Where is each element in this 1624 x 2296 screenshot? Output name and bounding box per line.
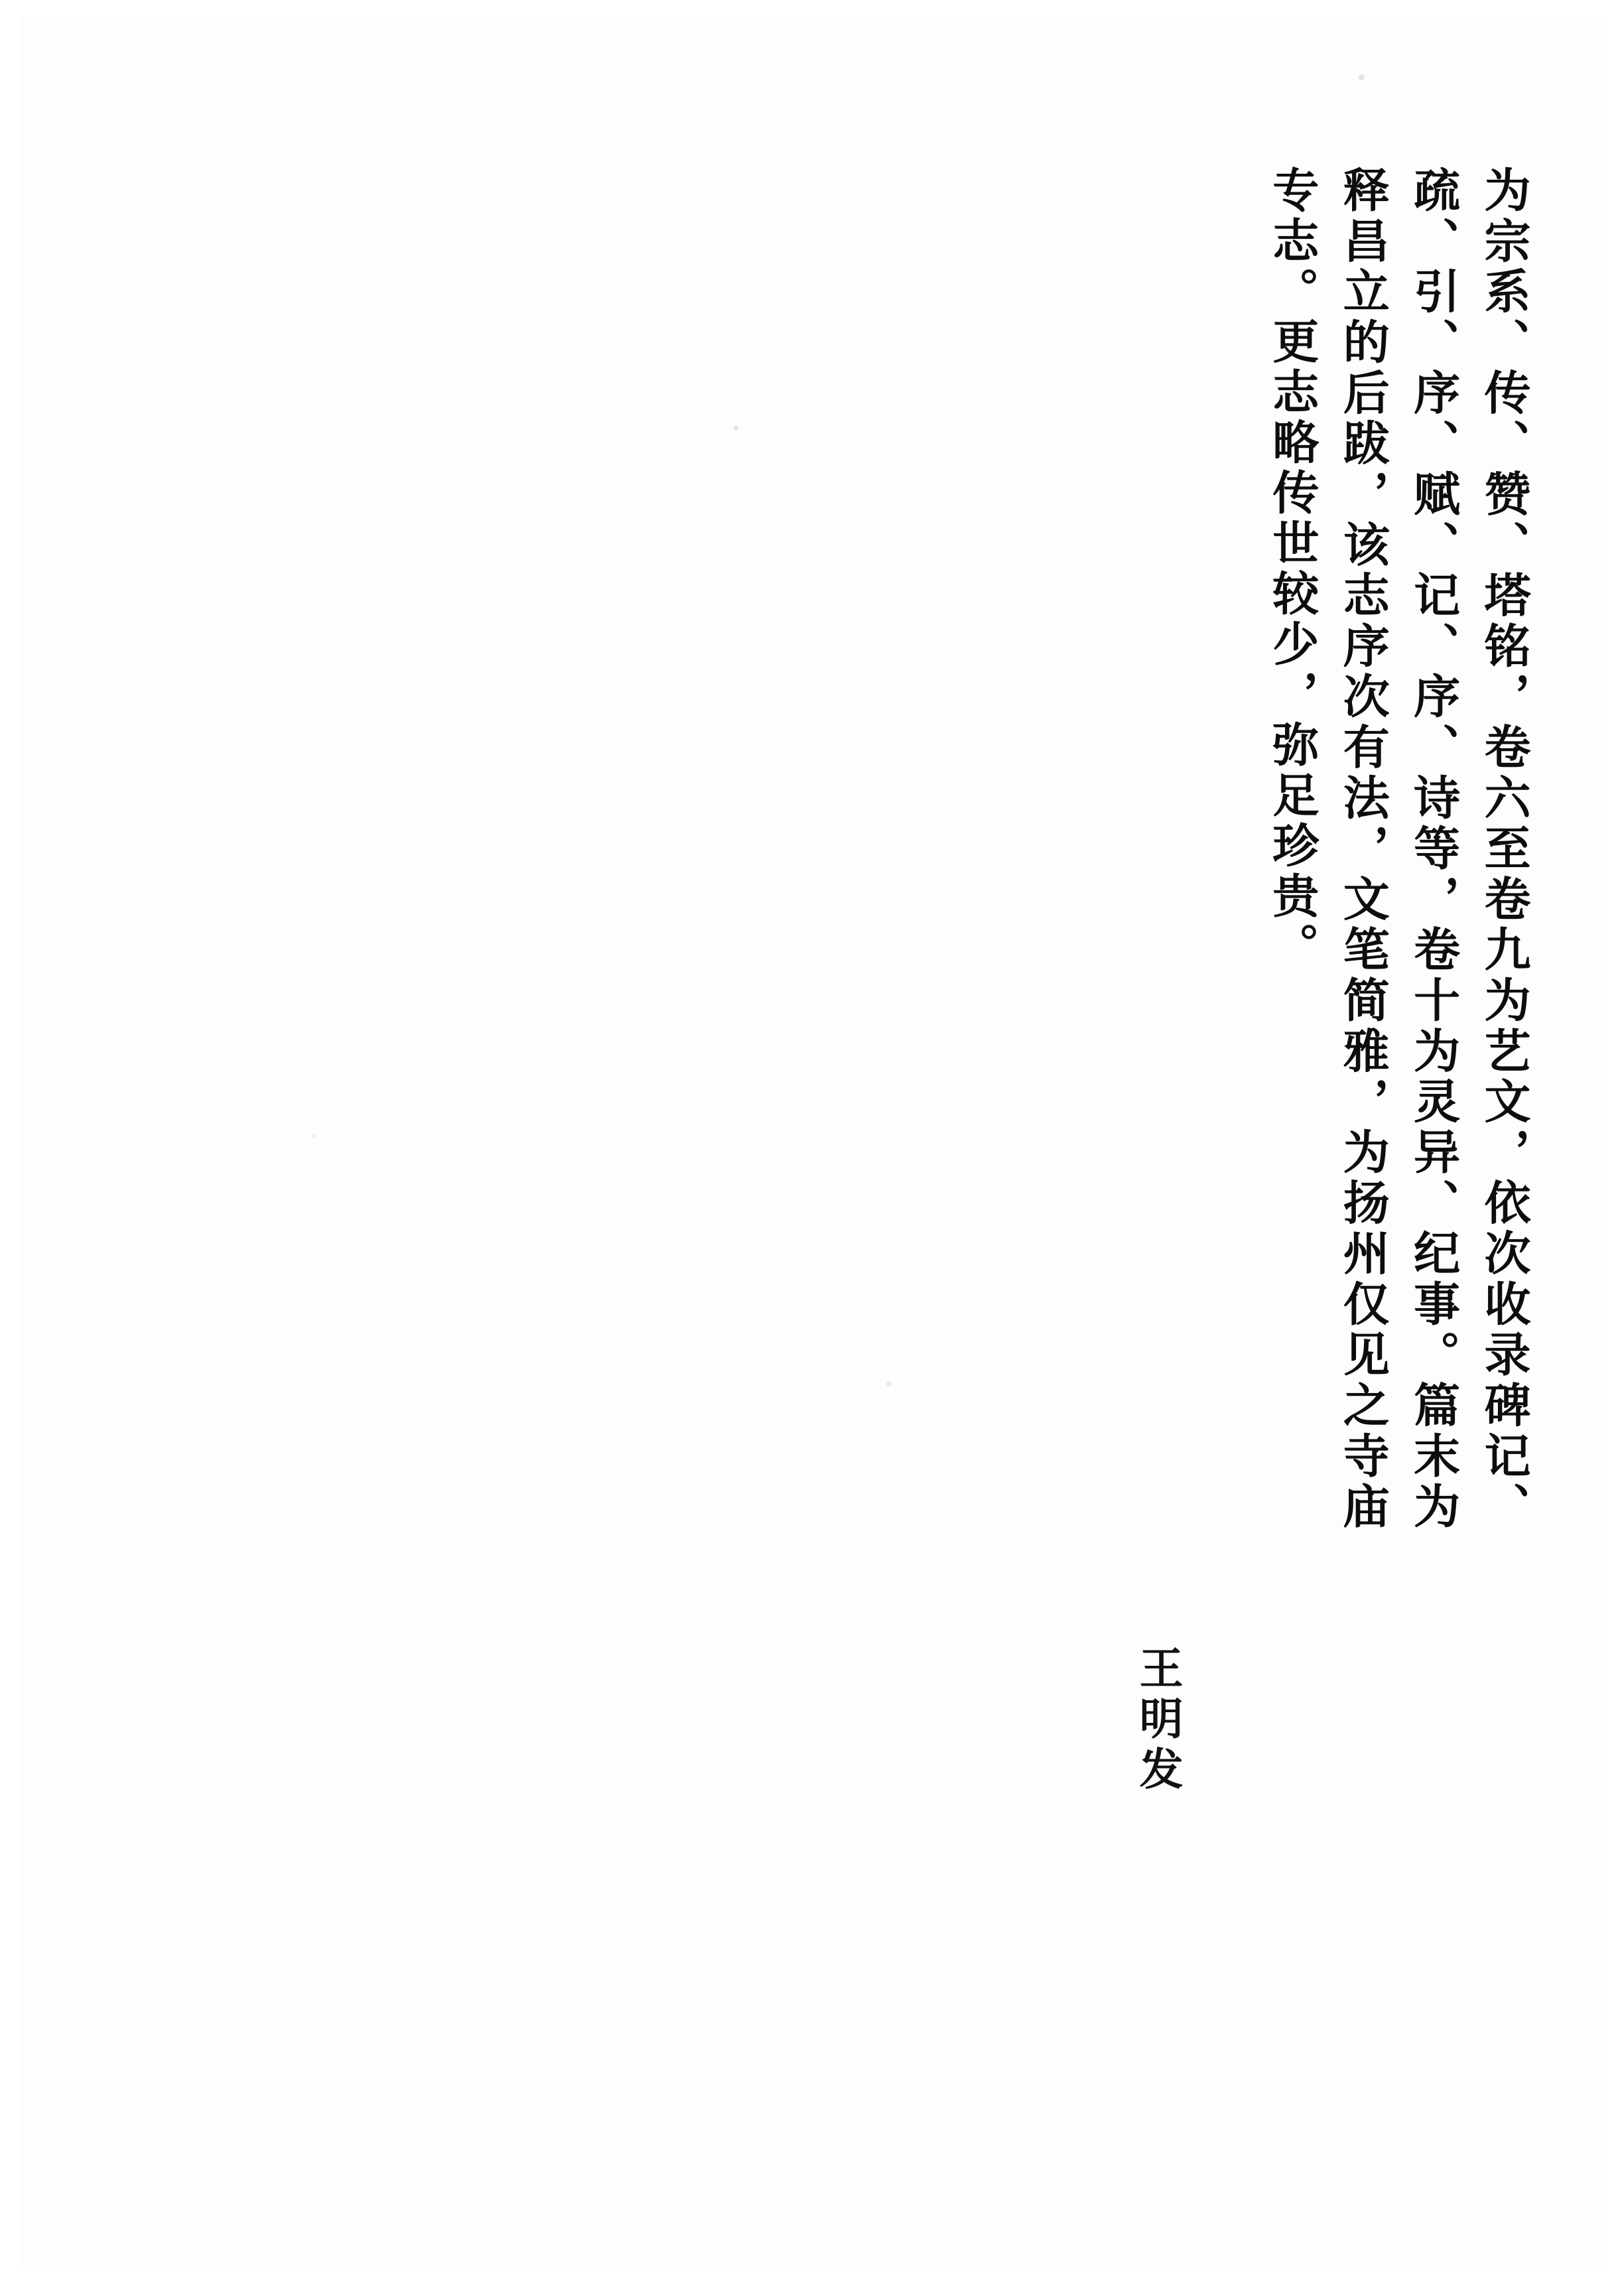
author-signature: 王明发: [1132, 1645, 1184, 1796]
scan-speck: [886, 1381, 892, 1386]
scan-speck: [734, 426, 738, 431]
page-margin-right: [1608, 0, 1624, 2296]
page-margin-left: [0, 0, 20, 2296]
page-margin-top: [0, 0, 1624, 17]
body-text: 为宗系、传、赞、塔铭，卷六至卷九为艺文，依次收录碑记、疏、引、序、赋、记、序、诗等，卷十为灵异、纪事。篇末为释昌立的后跋，该志序次有法，文笔简雅，为扬州仅见之寺庙专志。更志略传世较少，弥足珍贵。: [1264, 166, 1532, 1532]
scan-speck: [312, 1134, 316, 1138]
page-margin-bottom: [0, 2269, 1624, 2296]
scan-speck: [1359, 74, 1365, 80]
